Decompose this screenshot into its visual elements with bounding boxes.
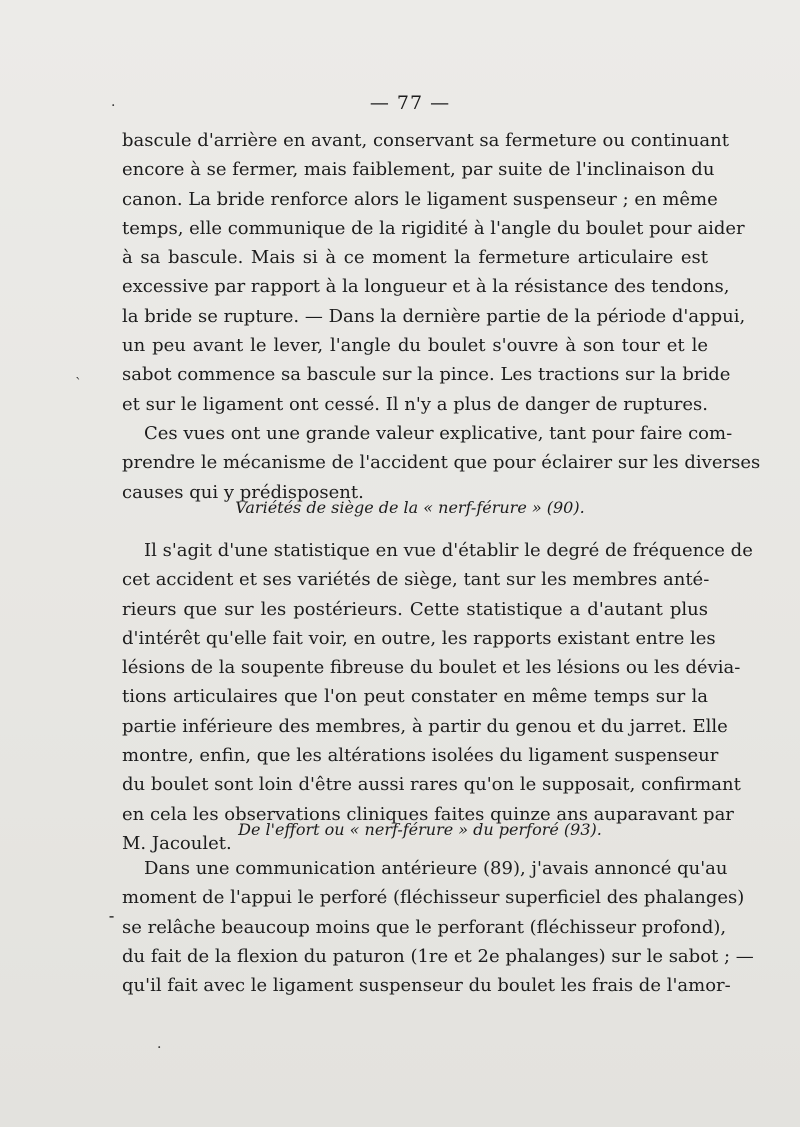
text-line: Dans une communication antérieure (89), j'avais annoncé qu'au (144, 858, 728, 879)
margin-speck: ` (75, 376, 82, 392)
text-line: sabot commence sa bascule sur la pince. Les tractions sur la bride (122, 364, 731, 386)
body-text-middle (122, 536, 753, 858)
text-line: en cela les observations cliniques faites quinze ans auparavant par (122, 803, 734, 825)
text-line: excessive par rapport à la longueur et à la résistance des tendons, (122, 276, 730, 298)
margin-speck: ⁃ (108, 910, 115, 926)
text-line: M. Jacoulet. (122, 832, 232, 854)
text-line: canon. La bride renforce alors le ligament suspenseur ; en même (122, 188, 718, 210)
text-line: la bride se rupture. — Dans la dernière partie de la période d'appui, (122, 305, 746, 327)
margin-speck: · (111, 98, 116, 114)
text-line: montre, enfin, que les altérations isolées du ligament suspenseur (122, 745, 719, 767)
text-line: un peu avant le lever, l'angle du boulet s'ouvre à son tour et le (122, 335, 708, 357)
text-line: Ces vues ont une grande valeur explicative, tant pour faire com- (144, 422, 733, 444)
text-line: d'intérêt qu'elle fait voir, en outre, les rapports existant entre les (122, 627, 716, 649)
text-line: tions articulaires que l'on peut constater en même temps sur la (122, 686, 708, 708)
section-heading-varietes: Variétés de siège de la « nerf-férure » (90). (235, 498, 585, 517)
body-text-bottom (122, 854, 754, 1000)
text-line: et sur le ligament ont cessé. Il n'y a plus de danger de ruptures. (122, 393, 708, 415)
text-line: bascule d'arrière en avant, conservant sa fermeture ou continuant (122, 130, 729, 151)
text-line: lésions de la soupente fibreuse du boulet et les lésions ou les dévia- (122, 657, 741, 679)
text-line: rieurs que sur les postérieurs. Cette statistique a d'autant plus (122, 598, 708, 620)
page-number: — 77 — (369, 92, 451, 114)
margin-speck: · (157, 1040, 162, 1056)
text-line: à sa bascule. Mais si à ce moment la fermeture articulaire est (122, 247, 708, 269)
text-line: se relâche beaucoup moins que le perforant (fléchisseur profond), (122, 916, 727, 938)
text-line: encore à se fermer, mais faiblement, par suite de l'inclinaison du (122, 159, 715, 181)
text-line: temps, elle communique de la rigidité à l'angle du boulet pour aider (122, 217, 745, 239)
text-line: du boulet sont loin d'être aussi rares qu'on le supposait, confirmant (122, 774, 741, 796)
text-line: prendre le mécanisme de l'accident que pour éclairer sur les diverses (122, 452, 761, 474)
text-line: du fait de la flexion du paturon (1re et 2e phalanges) sur le sabot ; — (122, 945, 754, 967)
text-line: cet accident et ses variétés de siège, tant sur les membres anté- (122, 569, 710, 591)
text-line: causes qui y prédisposent. (122, 481, 364, 503)
text-line: partie inférieure des membres, à partir du genou et du jarret. Elle (122, 715, 728, 737)
text-line: qu'il fait avec le ligament suspenseur du boulet les frais de l'amor- (122, 975, 731, 997)
section-heading-effort: De l'effort ou « nerf-férure » du perforé (93). (238, 820, 602, 839)
body-text-top (122, 126, 761, 507)
text-line: Il s'agit d'une statistique en vue d'établir le degré de fréquence de (144, 540, 753, 561)
text-line: moment de l'appui le perforé (fléchisseur superficiel des phalanges) (122, 887, 745, 909)
